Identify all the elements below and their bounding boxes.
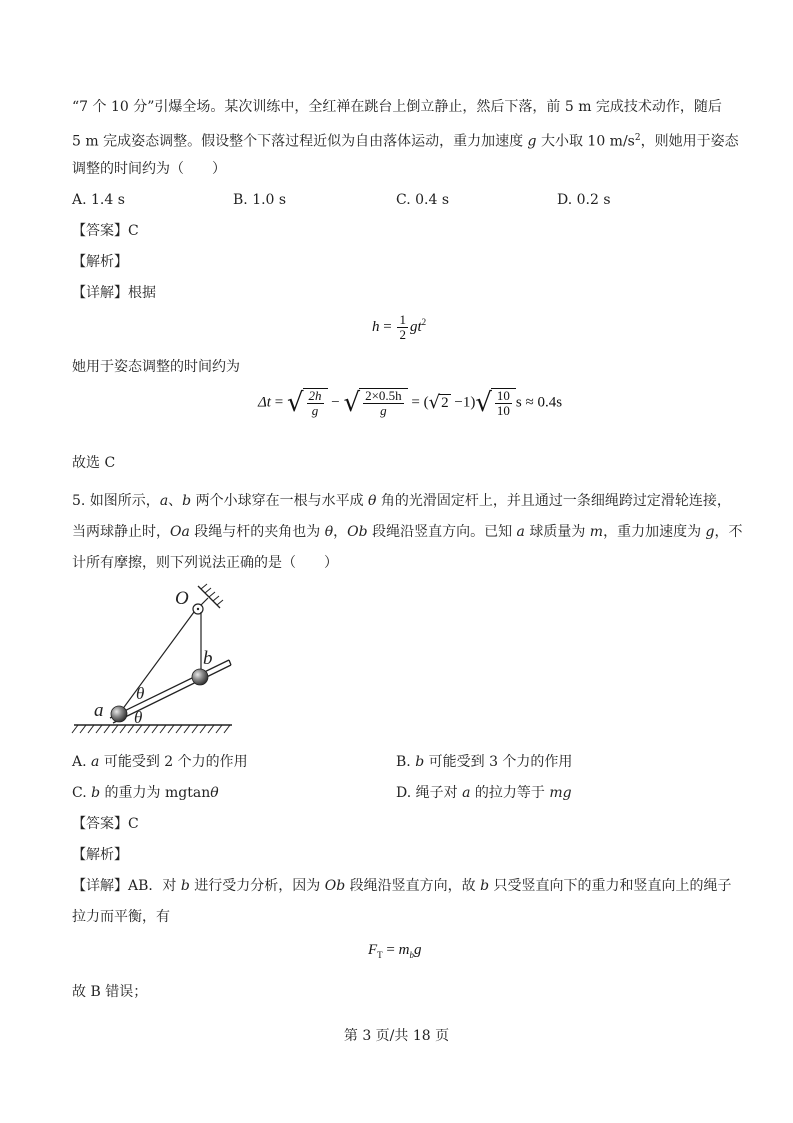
q5-option-b-pre: B. bbox=[396, 754, 416, 770]
formula2-f2-den: g bbox=[380, 403, 387, 418]
label-b: b bbox=[203, 648, 213, 669]
q5-option-c-theta: θ bbox=[210, 785, 219, 801]
q4-detail: 【详解】根据 bbox=[72, 285, 156, 301]
q4-formula-1 bbox=[372, 313, 426, 342]
formula2-f2-num: 2×0.5h bbox=[365, 388, 402, 403]
formula1-eq: = bbox=[379, 318, 396, 335]
q4-option-a: A. 1.4 s bbox=[72, 192, 125, 208]
q5-line-1-b: 两个小球穿在一根与水平成 bbox=[191, 493, 369, 509]
ball-b bbox=[192, 669, 208, 685]
formula2-sqrt2: 2 bbox=[441, 395, 449, 411]
q5-option-c-var: b bbox=[91, 785, 101, 801]
q5-line-1 bbox=[72, 492, 731, 510]
rod-edge-bottom bbox=[113, 665, 231, 723]
q5-line-3: 计所有摩擦，则下列说法正确的是（ ） bbox=[72, 555, 338, 571]
q4-option-c: C. 0.4 s bbox=[396, 192, 450, 208]
ground-hatch bbox=[72, 725, 230, 733]
formula1-num: 1 bbox=[399, 312, 406, 327]
formula2-f1-den: g bbox=[311, 403, 319, 418]
pulley-axle bbox=[197, 608, 199, 610]
q5-line-2-b: 段绳与杆的夹角也为 bbox=[189, 524, 325, 540]
formula2-minus1: −1) bbox=[450, 394, 476, 411]
q5-line-2-Oa: Oa bbox=[170, 524, 190, 540]
q5-option-a-pre: A. bbox=[72, 754, 92, 770]
q5-option-a bbox=[72, 753, 248, 771]
q5-detail-2: 拉力而平衡，有 bbox=[72, 909, 170, 925]
rope-Oa bbox=[119, 612, 194, 714]
q5-line-2-theta: θ bbox=[324, 524, 334, 540]
q5-option-d bbox=[396, 784, 572, 802]
q5-answer: 【答案】C bbox=[72, 816, 139, 832]
formula2-sqrt-3 bbox=[429, 390, 451, 416]
ball-a bbox=[111, 706, 127, 722]
formula2-minus: − bbox=[327, 394, 344, 411]
q5-option-d-var: a bbox=[462, 785, 471, 801]
q5-option-a-post: 可能受到 2 个力的作用 bbox=[99, 754, 248, 770]
q5-option-b bbox=[396, 753, 572, 771]
q5-line-1-sep: 、 bbox=[168, 493, 183, 509]
q5-line-1-theta: θ bbox=[368, 493, 377, 509]
q5-line-2-c: ， bbox=[333, 524, 348, 540]
sqrt-sign-icon: √ bbox=[475, 388, 492, 418]
formula2-tail: s ≈ 0.4s bbox=[515, 394, 563, 411]
rod-end bbox=[229, 660, 231, 665]
formula1-lhs: h bbox=[372, 318, 380, 335]
q5-line-2-g: g bbox=[705, 524, 715, 540]
q4-line-2-b: 大小取 10 m/s bbox=[536, 133, 635, 150]
q4-line-2-sup: 2 bbox=[634, 133, 641, 143]
formula2-delta-t: Δt bbox=[258, 394, 271, 411]
q5-option-d-mg: mg bbox=[549, 785, 572, 801]
q5-detail-b2: b bbox=[480, 878, 490, 894]
q5-line-2-f: ，重力加速度为 bbox=[603, 524, 706, 540]
q4-analysis: 【解析】 bbox=[72, 254, 128, 270]
q5-line-2-avar: a bbox=[516, 524, 525, 540]
formula3-sub-T: T bbox=[377, 950, 383, 960]
formula3-sub-b: b bbox=[409, 950, 414, 960]
q5-option-d-mid: 的拉力等于 bbox=[470, 785, 550, 801]
label-O: O bbox=[175, 588, 189, 609]
q5-detail-Ob: Ob bbox=[324, 878, 346, 894]
formula2-sqrt-2 bbox=[344, 388, 408, 418]
q4-line-2-g: g bbox=[527, 133, 537, 150]
q4-option-d: D. 0.2 s bbox=[557, 192, 611, 208]
q4-line-2-a: 5 m 完成姿态调整。假设整个下落过程近似为自由落体运动，重力加速度 bbox=[72, 133, 528, 150]
formula3-g: g bbox=[413, 942, 422, 958]
label-theta-2: θ bbox=[134, 708, 143, 727]
formula2-eq2: = ( bbox=[407, 394, 429, 411]
sqrt-sign-icon: √ bbox=[286, 388, 304, 418]
formula2-sqrt-4 bbox=[475, 388, 516, 418]
q5-detail-d: 段绳沿竖直方向，故 bbox=[345, 878, 481, 894]
q5-line-2-a: 当两球静止时， bbox=[72, 524, 170, 540]
q5-conclusion: 故 B 错误； bbox=[72, 984, 148, 1000]
q5-detail-c: 进行受力分析，因为 bbox=[189, 878, 325, 894]
q4-formula-2 bbox=[258, 388, 562, 418]
q5-detail-e: 只受竖直向下的重力和竖直向上的绳子 bbox=[489, 878, 732, 894]
formula1-rhs: gt bbox=[409, 318, 422, 335]
q5-line-2-d: 段绳沿竖直方向。已知 bbox=[367, 524, 517, 540]
q5-line-1-a: 5. 如图所示， bbox=[72, 493, 160, 509]
q4-line-3: 调整的时间约为（ ） bbox=[72, 161, 226, 177]
formula2-f1-num: 2h bbox=[308, 388, 322, 403]
q4-line-2-c: ，则她用于姿态 bbox=[640, 133, 739, 150]
q4-conclusion: 故选 C bbox=[72, 455, 116, 471]
q4-text-after: 她用于姿态调整的时间约为 bbox=[72, 359, 240, 375]
q5-line-2-e: 球质量为 bbox=[524, 524, 590, 540]
q5-option-c bbox=[72, 784, 219, 802]
sqrt-sign-icon: √ bbox=[428, 392, 441, 413]
q5-analysis: 【解析】 bbox=[72, 847, 128, 863]
q5-option-b-post: 可能受到 3 个力的作用 bbox=[424, 754, 573, 770]
formula2-f3-den: 10 bbox=[496, 403, 510, 418]
formula2-f3-num: 10 bbox=[496, 388, 510, 403]
formula1-frac bbox=[397, 313, 408, 342]
formula2-eq: = bbox=[270, 394, 287, 411]
q5-line-2-Ob: Ob bbox=[347, 524, 368, 540]
q5-line-2-h: ，不 bbox=[714, 524, 743, 540]
formula2-frac-2 bbox=[363, 389, 404, 418]
q4-line-1: “7 个 10 分”引爆全场。某次训练中，全红禅在跳台上倒立静止，然后下落，前 5 m 完成技术动作，随后 bbox=[72, 99, 722, 115]
q5-line-1-c: 角的光滑固定杆上，并且通过一条细绳跨过定滑轮连接， bbox=[376, 493, 731, 509]
q4-answer: 【答案】C bbox=[72, 223, 139, 239]
page-footer: 第 3 页/共 18 页 bbox=[343, 1028, 450, 1044]
label-a: a bbox=[94, 700, 104, 721]
q4-line-2 bbox=[72, 129, 739, 151]
q5-detail-1 bbox=[72, 877, 732, 895]
q5-figure bbox=[70, 582, 240, 738]
q5-detail-a: 【详解】AB．对 bbox=[72, 878, 181, 894]
label-theta-1: θ bbox=[136, 684, 145, 703]
formula3-m: m bbox=[398, 942, 410, 958]
q5-line-1-bvar: b bbox=[182, 493, 192, 509]
q4-option-b: B. 1.0 s bbox=[233, 192, 287, 208]
formula2-frac-1 bbox=[307, 389, 324, 418]
q5-line-2-m: m bbox=[589, 524, 604, 540]
sqrt-sign-icon: √ bbox=[343, 388, 361, 418]
q5-line-1-avar: a bbox=[159, 493, 169, 509]
q5-line-2 bbox=[72, 523, 743, 541]
formula3-eq: = bbox=[382, 942, 399, 958]
formula1-sup: 2 bbox=[421, 316, 427, 327]
q5-option-c-post: 的重力为 mgtan bbox=[100, 785, 211, 801]
q5-option-c-pre: C. bbox=[72, 785, 92, 801]
formula3-F: F bbox=[368, 942, 378, 958]
formula1-den: 2 bbox=[399, 327, 406, 342]
q5-detail-b: b bbox=[180, 878, 190, 894]
formula2-sqrt-1 bbox=[287, 388, 328, 418]
q5-option-a-var: a bbox=[91, 754, 100, 770]
q5-formula-3 bbox=[368, 942, 421, 960]
q5-option-b-var: b bbox=[415, 754, 425, 770]
q5-option-d-pre: D. 绳子对 bbox=[396, 785, 463, 801]
formula2-frac-3 bbox=[495, 389, 512, 418]
